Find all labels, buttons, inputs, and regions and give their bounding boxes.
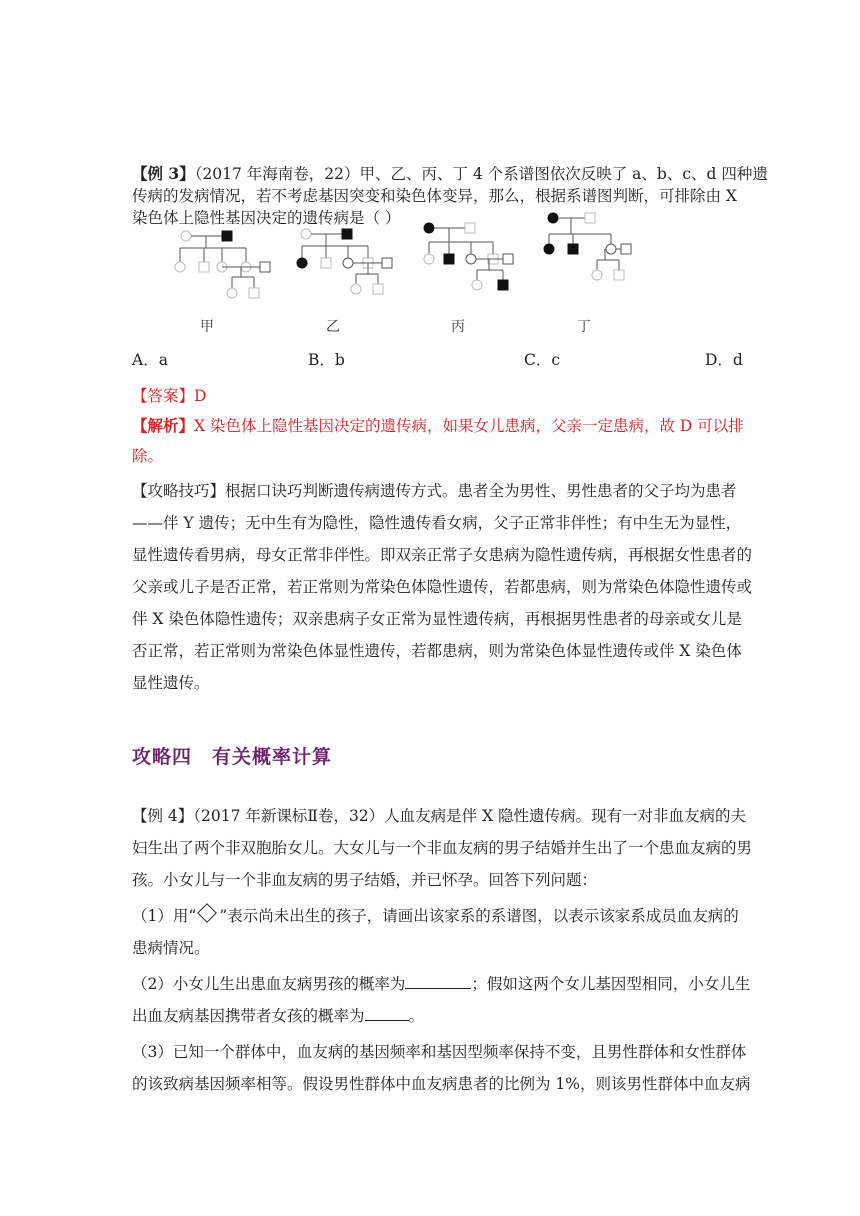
analysis-line1 xyxy=(132,416,744,436)
pedigree-label-ding: 丁 xyxy=(577,319,591,335)
tips-line6: 否正常，若正常则为常染色体显性遗传，若都患病，则为常染色体显性遗传或伴 X 染色体 xyxy=(132,642,742,660)
tips-line4: 父亲或儿子是否正常，若正常则为常染色体隐性遗传，若都患病，则为常染色体隐性遗传或 xyxy=(132,578,753,596)
tips-line3: 显性遗传看男病，母女正常非伴性。即双亲正常子女患病为隐性遗传病，再根据女性患者的 xyxy=(132,546,753,564)
tips-line2: ——伴 Y 遗传；无中生有为隐性，隐性遗传看女病，父子正常非伴性；有中生无为显性， xyxy=(132,514,742,532)
question3-line1: （3）已知一个群体中，血友病的基因频率和基因型频率保持不变，且男性群体和女性群体 xyxy=(132,1043,747,1061)
diamond-icon xyxy=(197,903,217,923)
question1-line2: 患病情况。 xyxy=(132,939,210,957)
pedigree-yi xyxy=(290,222,400,304)
example3-line1-text: （2017 年海南卷，22）甲、乙、丙、丁 4 个系谱图依次反映了 a、b、c、d 四种遗 xyxy=(194,165,768,183)
example3-line3: 染色体上隐性基因决定的遗传病是（ ） xyxy=(132,209,401,227)
answer-blank-1[interactable] xyxy=(405,974,471,989)
q2-end: 。 xyxy=(408,1007,425,1025)
q2-prefix: （2）小女儿生出患血友病男孩的概率为 xyxy=(132,975,406,993)
tips-line1: 【攻略技巧】根据口诀巧判断遗传病遗传方式。患者全为男性、男性患者的父子均为患者 xyxy=(132,482,737,500)
example3-line1 xyxy=(132,164,768,184)
example3-tag: 【例 3】 xyxy=(132,164,195,183)
option-c: C．c xyxy=(524,351,561,369)
pedigree-jia xyxy=(170,222,280,304)
option-b: B．b xyxy=(308,351,345,369)
analysis-line2: 除。 xyxy=(132,447,164,465)
question2-line2 xyxy=(132,1006,424,1026)
q2-text2: 出血友病基因携带者女孩的概率为 xyxy=(132,1007,365,1025)
answer-blank-2[interactable] xyxy=(365,1006,409,1021)
q1-text: ”表示尚未出生的孩子，请画出该家系的系谱图，以表示该家系成员血友病的 xyxy=(219,907,739,925)
analysis-tag: 【解析】 xyxy=(132,416,195,435)
pedigree-bing xyxy=(415,212,525,298)
example3-line2: 传病的发病情况，若不考虑基因突变和染色体变异，那么，根据系谱图判断，可排除由 X xyxy=(132,187,737,205)
tips-line7: 显性遗传。 xyxy=(132,674,210,692)
q2-text: ；假如这两个女儿基因型相同，小女儿生 xyxy=(471,975,751,993)
option-a: A．a xyxy=(132,351,168,369)
tips-line5: 伴 X 染色体隐性遗传；双亲患病子女正常为显性遗传病，再根据男性患者的母亲或女儿是 xyxy=(132,610,742,628)
example4-line1: 【例 4】（2017 年新课标Ⅱ卷，32）人血友病是伴 X 隐性遗传病。现有一对非血友病的夫 xyxy=(132,807,747,825)
example4-line2: 妇生出了两个非双胞胎女儿。大女儿与一个非血友病的男子结婚并生出了一个患血友病的男 xyxy=(132,839,753,857)
pedigree-label-yi: 乙 xyxy=(326,319,340,335)
answer: 【答案】D xyxy=(132,387,207,405)
question1-line1 xyxy=(132,906,739,926)
pedigree-ding xyxy=(535,208,645,298)
analysis-text: X 染色体上隐性基因决定的遗传病，如果女儿患病，父亲一定患病，故 D 可以排 xyxy=(194,417,744,435)
pedigree-label-jia: 甲 xyxy=(200,319,214,335)
section-heading: 攻略四 有关概率计算 xyxy=(132,746,333,768)
question3-line2: 的该致病基因频率相等。假设男性群体中血友病患者的比例为 1%，则该男性群体中血友病 xyxy=(132,1075,751,1093)
question2-line1 xyxy=(132,974,750,994)
example4-line3: 孩。小女儿与一个非血友病的男子结婚，并已怀孕。回答下列问题： xyxy=(132,871,598,889)
option-d: D．d xyxy=(705,351,743,369)
q1-prefix: （1）用“ xyxy=(132,907,197,925)
pedigree-label-bing: 丙 xyxy=(451,319,465,335)
